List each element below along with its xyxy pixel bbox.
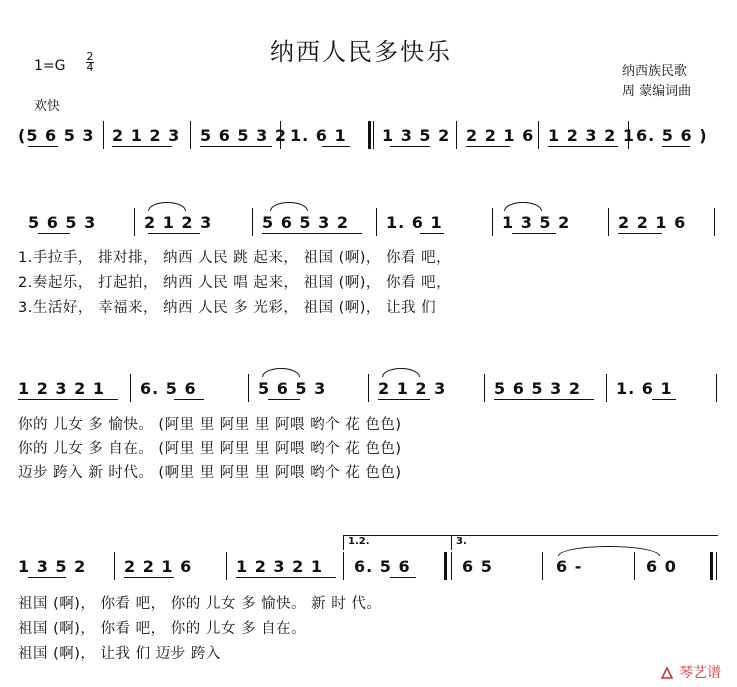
measure-notes: 1 2 3 2 1: [548, 126, 635, 145]
barline: [634, 552, 635, 580]
measure-notes: 1 3 5 2: [382, 126, 451, 145]
slur: [270, 202, 308, 211]
lyric-verse-2: 你的 儿女 多 自在。 (阿里 里 阿里 里 阿喂 哟个 花 色色): [18, 441, 402, 457]
underline: [18, 399, 118, 400]
measure-notes: 5 6 5 3 2: [494, 379, 581, 398]
barline: [114, 552, 115, 580]
underline: [420, 233, 444, 234]
measure-notes: 2 2 1 6: [466, 126, 535, 145]
barline: [248, 374, 249, 402]
measure-notes: 2 1 2 3: [378, 379, 447, 398]
underline: [124, 577, 174, 578]
measure-notes: 1. 6 1: [290, 126, 347, 145]
volta-label: 1.2.: [348, 536, 370, 547]
underline: [390, 577, 416, 578]
measure-notes: 1. 6 1: [616, 379, 673, 398]
measure-notes: (5 6 5 3: [18, 126, 95, 145]
lyric-verse-3: 3.生活好， 幸福来， 纳西 人民 多 光彩， 祖国 (啊)， 让我 们: [18, 300, 437, 316]
song-origin: 纳西族民歌: [622, 64, 688, 79]
final-barline: [710, 552, 713, 580]
lyric-verse-2: 祖国 (啊)， 你看 吧， 你的 儿女 多 自在。: [18, 621, 307, 637]
underline: [174, 399, 204, 400]
measure-notes: 2 1 2 3: [112, 126, 181, 145]
underline: [662, 146, 690, 147]
barline: [343, 552, 344, 580]
measure-notes: 6 -: [556, 557, 583, 576]
lyric-verse-1: 祖国 (啊)， 你看 吧， 你的 儿女 多 愉快。 新 时 代。: [18, 596, 382, 612]
barline: [451, 552, 452, 580]
underline: [322, 146, 350, 147]
underline: [378, 399, 430, 400]
barline: [376, 208, 377, 236]
repeat-barline: [368, 121, 371, 149]
key-signature: 1=G: [34, 58, 66, 74]
measure-notes: 1. 6 1: [386, 213, 443, 232]
underline: [268, 399, 300, 400]
repeat-barline: [444, 552, 447, 580]
measure-notes: 5 6 5 3: [258, 379, 327, 398]
lyric-verse-3: 祖国 (啊)， 让我 们 迈步 跨入: [18, 646, 221, 662]
underline: [112, 146, 172, 147]
barline: [252, 208, 253, 236]
measure-notes: 5 6 5 3 2: [200, 126, 287, 145]
tempo-marking: 欢快: [34, 99, 61, 114]
slur: [382, 368, 420, 377]
site-logo: [660, 662, 721, 682]
barline: [608, 208, 609, 236]
underline: [652, 399, 676, 400]
barline: [538, 121, 539, 149]
volta-label: 3.: [456, 536, 467, 547]
song-title: 纳西人民多快乐: [270, 38, 452, 66]
measure-notes: 1 2 3 2 1: [18, 379, 105, 398]
logo-text: 琴艺谱: [679, 665, 722, 681]
measure-notes: 1 3 5 2: [502, 213, 571, 232]
barline: [628, 121, 629, 149]
barline: [280, 121, 281, 149]
barline: [368, 374, 369, 402]
lyric-verse-3: 迈步 跨入 新 时代。 (啊里 里 阿里 里 阿喂 哟个 花 色色): [18, 465, 402, 481]
time-signature: 2 4: [86, 50, 94, 74]
barline: [492, 208, 493, 236]
underline: [38, 233, 70, 234]
underline: [28, 577, 66, 578]
song-credit: 周 蒙编词曲: [622, 84, 692, 99]
logo-icon: [660, 666, 674, 680]
barline: [484, 374, 485, 402]
barline: [716, 374, 717, 402]
barline: [226, 552, 227, 580]
underline: [548, 146, 618, 147]
underline: [512, 233, 556, 234]
measure-notes: 6 5: [462, 557, 493, 576]
barline: [130, 374, 131, 402]
slur: [262, 368, 300, 377]
underline: [262, 233, 362, 234]
lyric-verse-1: 1.手拉手， 排对排， 纳西 人民 跳 起来， 祖国 (啊)， 你看 吧，: [18, 250, 452, 266]
barline: [103, 121, 104, 149]
measure-notes: 6 0: [646, 557, 677, 576]
measure-notes: 6. 5 6 ): [636, 126, 708, 145]
underline: [236, 577, 336, 578]
barline: [716, 552, 717, 580]
barline: [542, 552, 543, 580]
underline: [466, 146, 510, 147]
barline: [606, 374, 607, 402]
underline: [494, 399, 594, 400]
underline: [28, 146, 58, 147]
lyric-verse-1: 你的 儿女 多 愉快。 (阿里 里 阿里 里 阿喂 哟个 花 色色): [18, 417, 402, 433]
underline: [390, 146, 430, 147]
barline: [134, 208, 135, 236]
underline: [200, 146, 272, 147]
slur: [504, 202, 542, 211]
measure-notes: 1 2 3 2 1: [236, 557, 323, 576]
underline: [148, 233, 200, 234]
slur: [148, 202, 186, 211]
measure-notes: 1 3 5 2: [18, 557, 87, 576]
volta-bracket-1: [343, 535, 452, 550]
barline: [714, 208, 715, 236]
measure-notes: 2 1 2 3: [144, 213, 213, 232]
underline: [618, 233, 662, 234]
measure-notes: 6. 5 6: [354, 557, 411, 576]
lyric-verse-2: 2.奏起乐， 打起拍， 纳西 人民 唱 起来， 祖国 (啊)， 你看 吧，: [18, 275, 452, 291]
measure-notes: 5 6 5 3: [28, 213, 97, 232]
measure-notes: 2 2 1 6: [618, 213, 687, 232]
measure-notes: 2 2 1 6: [124, 557, 193, 576]
barline: [373, 121, 374, 149]
barline: [456, 121, 457, 149]
barline: [190, 121, 191, 149]
measure-notes: 5 6 5 3 2: [262, 213, 349, 232]
measure-notes: 6. 5 6: [140, 379, 197, 398]
